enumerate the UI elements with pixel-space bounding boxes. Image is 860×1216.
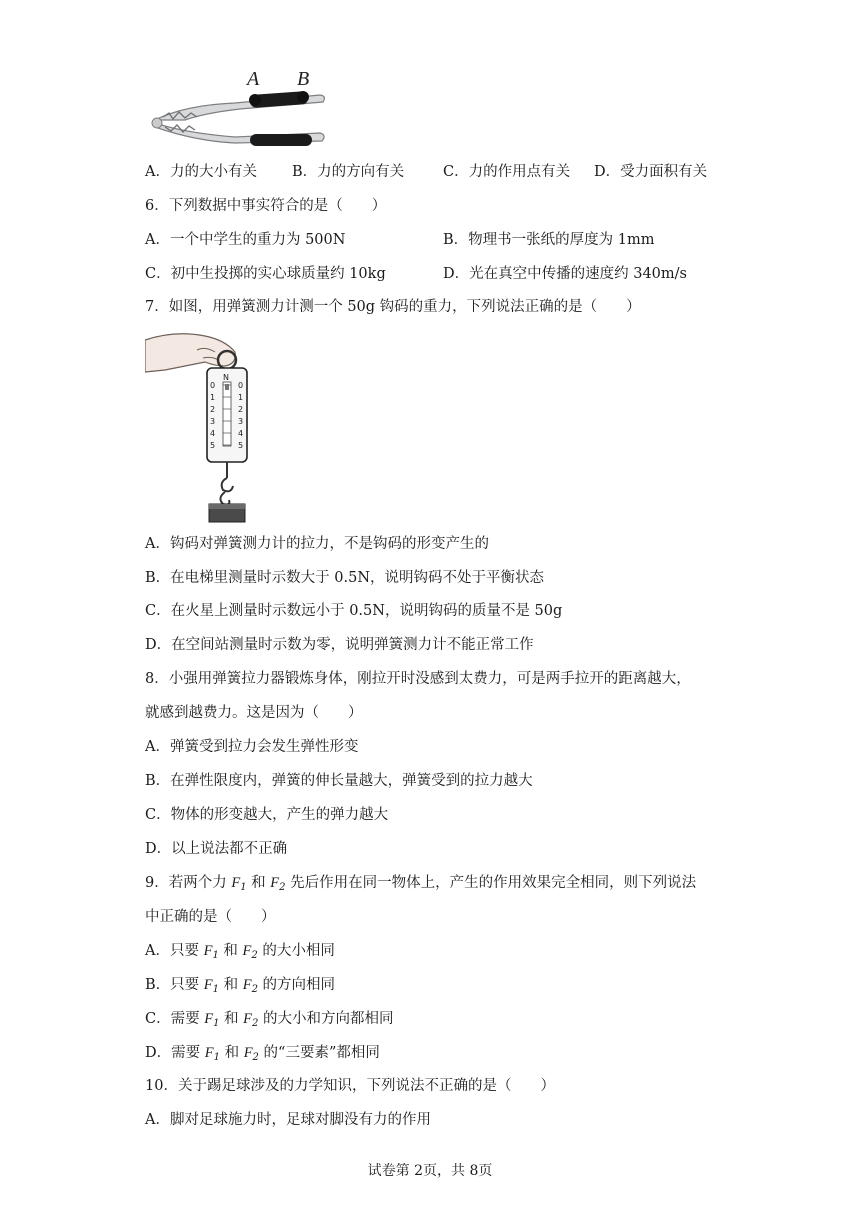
q5-option-a: A．力的大小有关	[145, 164, 257, 180]
q6-option-a: A．一个中学生的重力为 500N	[145, 232, 346, 248]
q9-option-a: A．只要 $F_1$ 和 $F_2$ 的大小相同	[145, 943, 335, 961]
spring-scale-figure	[145, 330, 275, 526]
q8-stem-line1: 8．小强用弹簧拉力器锻炼身体，刚拉开时没感到太费力，可是两手拉开的距离越大，	[145, 671, 691, 687]
nutcracker-figure	[145, 65, 330, 155]
q9-stem-line2: 中正确的是（ ）	[145, 909, 276, 925]
scale-tick-label-left: 3	[210, 417, 216, 426]
q6-stem: 6．下列数据中事实符合的是（ ）	[145, 198, 387, 214]
scale-tick-label-left: 5	[210, 441, 216, 450]
label-a: A	[247, 68, 260, 90]
q9-option-c: C．需要 $F_1$ 和 $F_2$ 的大小和方向都相同	[145, 1011, 394, 1029]
q8-option-d: D．以上说法都不正确	[145, 841, 288, 857]
q5-option-b: B．力的方向有关	[292, 164, 405, 180]
scale-tick-label-right: 2	[238, 405, 244, 414]
q8-option-b: B．在弹性限度内，弹簧的伸长量越大，弹簧受到的拉力越大	[145, 773, 533, 789]
q9-stem-line1: 9．若两个力 $F_1$ 和 $F_2$ 先后作用在同一物体上，产生的作用效果完全相同，则下列说法	[145, 875, 697, 893]
q6-option-d: D．光在真空中传播的速度约 340m/s	[443, 266, 687, 282]
q10-stem: 10．关于踢足球涉及的力学知识，下列说法不正确的是（ ）	[145, 1078, 555, 1094]
scale-tick-label-right: 4	[238, 429, 244, 438]
q8-option-c: C．物体的形变越大，产生的弹力越大	[145, 807, 389, 823]
scale-tick-label-left: 0	[210, 381, 216, 390]
scale-tick-label-right: 5	[238, 441, 244, 450]
scale-tick-label-right: 1	[238, 393, 244, 402]
q5-option-d: D．受力面积有关	[594, 164, 708, 180]
q8-option-a: A．弹簧受到拉力会发生弹性形变	[145, 739, 359, 755]
q7-option-a: A．钩码对弹簧测力计的拉力，不是钩码的形变产生的	[145, 536, 489, 552]
page-footer: 试卷第 2页，共 8页	[367, 1163, 493, 1179]
scale-tick-label-right: 3	[238, 417, 244, 426]
q10-option-a: A．脚对足球施力时，足球对脚没有力的作用	[145, 1112, 431, 1128]
q7-stem: 7．如图，用弹簧测力计测一个 50g 钩码的重力，下列说法正确的是（ ）	[145, 299, 641, 315]
scale-tick-label-left: 1	[210, 393, 216, 402]
q7-option-d: D．在空间站测量时示数为零，说明弹簧测力计不能正常工作	[145, 637, 534, 653]
q8-stem-line2: 就感到越费力。这是因为（ ）	[145, 705, 363, 721]
q6-option-c: C．初中生投掷的实心球质量约 10kg	[145, 266, 386, 282]
scale-tick-label-left: 2	[210, 405, 216, 414]
label-b: B	[297, 68, 310, 90]
q7-option-b: B．在电梯里测量时示数大于 0.5N，说明钩码不处于平衡状态	[145, 570, 545, 586]
scale-tick-label-left: 4	[210, 429, 216, 438]
q9-option-d: D．需要 $F_1$ 和 $F_2$ 的“三要素”都相同	[145, 1045, 380, 1063]
q7-option-c: C．在火星上测量时示数远小于 0.5N，说明钩码的质量不是 50g	[145, 603, 563, 619]
scale-tick-label-right: 0	[238, 381, 244, 390]
q9-option-b: B．只要 $F_1$ 和 $F_2$ 的方向相同	[145, 977, 336, 995]
q6-option-b: B．物理书一张纸的厚度为 1mm	[443, 232, 655, 248]
q5-option-c: C．力的作用点有关	[443, 164, 571, 180]
scale-unit: N	[223, 373, 229, 382]
